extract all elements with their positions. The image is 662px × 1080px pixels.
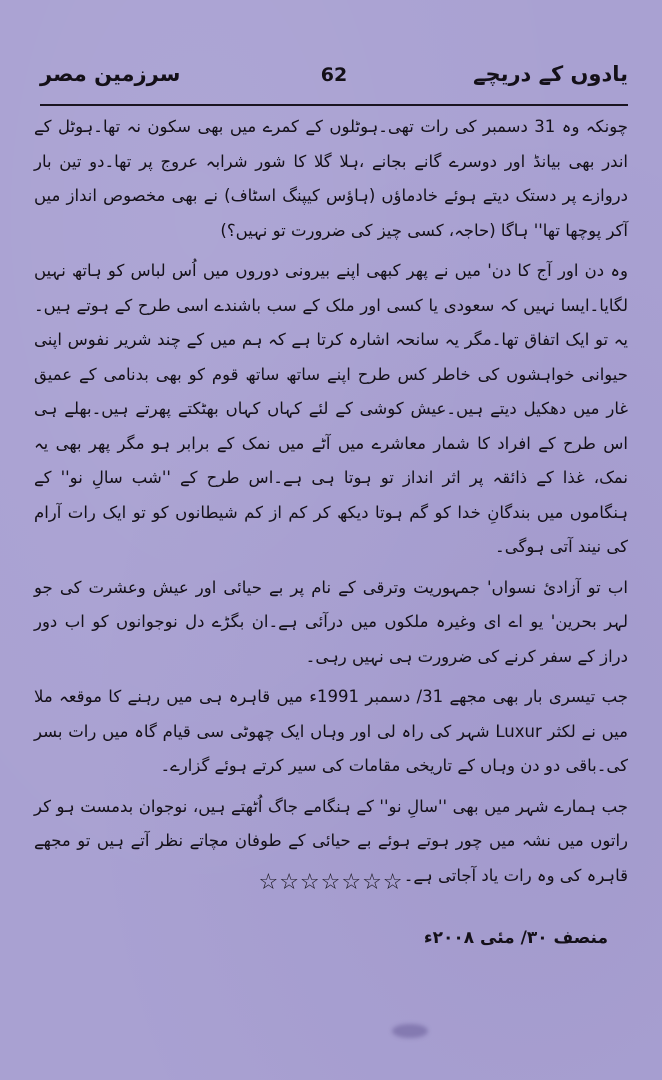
page-body <box>34 110 628 899</box>
paragraph-3: اب تو آزادئ نسواں' جمہوریت وترقی کے نام پر بے حیائی اور عیش وعشرت کی جو لہر بحرین' یو اے ای وغیرہ ملکوں میں درآئی ہے۔ان بگڑے دل نوجوانوں کو اب دور دراز کے سفر کرنے کی ضرورت ہی نہیں رہی۔ <box>34 577 628 666</box>
header-divider <box>40 104 628 106</box>
page-number: 62 <box>320 64 348 86</box>
publication-note: منصف ۳۰/ مئی ۲۰۰۸ء <box>423 928 608 948</box>
section-title: سرزمین مصر <box>40 62 181 86</box>
page-header <box>40 56 628 96</box>
paragraph-2: وہ دن اور آج کا دن' میں نے پھر کبھی اپنے بیرونی دوروں میں اُس لباس کو ہاتھ نہیں لگایا۔ایسا نہیں کہ سعودی یا کسی اور ملک کے سب باشندے اسی طرح کے ہوتے ہیں۔یہ تو ایک اتفاق تھا۔مگر یہ سانحہ اشارہ کرتا ہے کہ ہم میں کے چند شریر نفوس اپنی حیوانی خواہشوں کی خاطر کس طرح اپنے ساتھ ساتھ قوم کو بھی بدنامی کے عمیق غار میں دھکیل دیتے ہیں۔عیش کوشی کے لئے کہاں کہاں بھٹکتے پھرتے ہیں۔بھلے ہی اس طرح کے افراد کا شمار معاشرے میں آٹے میں نمک کے برابر ہو مگر پھر بھی یہ نمک، غذا کے ذائقہ پر اثر انداز تو ہوتا ہی ہے۔اس طرح کے ''شب سالِ نو'' کے ہنگاموں میں بندگانِ خدا کو گم ہوتا دیکھ کر کم از کم شیطانوں کو تو ایک رات آرام کی نیند آتی ہوگی۔ <box>34 261 628 556</box>
ink-smudge <box>392 1024 428 1038</box>
star-separator: ☆☆☆☆☆☆☆ <box>258 870 404 895</box>
paragraph-4: جب تیسری بار بھی مجھے 31/ دسمبر 1991ء میں قاہرہ ہی میں رہنے کا موقعہ ملا میں نے لکثر Luxur شہر کی راہ لی اور وہاں ایک چھوٹی سی قیام گاہ میں رات بسر کی۔باقی دو دن وہاں کے تاریخی مقامات کی سیر کرتے ہوئے گزارے۔ <box>34 687 628 775</box>
paragraph-1: چونکہ وہ 31 دسمبر کی رات تھی۔ہوٹلوں کے کمرے میں بھی سکون نہ تھا۔ہوٹل کے اندر بھی بیانڈ اور دوسرے گانے بجانے ،ہلا گلا کا شور شرابہ عروج پر تھا۔دو تین بار دروازے پر دستک دیتے ہوئے خادماؤں (ہاؤس کیپنگ اسٹاف) نے بھی مخصوص انداز میں آکر پوچھا تھا'' ہاگا (حاجہ، کسی چیز کی ضرورت تو نہیں؟) <box>34 117 628 240</box>
book-title: یادوں کے دریچے <box>473 62 628 86</box>
paragraph-5: جب ہمارے شہر میں بھی ''سالِ نو'' کے ہنگامے جاگ اُٹھتے ہیں، نوجوان بدمست ہو کر راتوں میں نشہ میں چور ہوتے ہوئے بے حیائی کے طوفان مچاتے نظر آتے ہیں تو مجھے قاہرہ کی وہ رات یاد آجاتی ہے۔ <box>34 796 628 885</box>
